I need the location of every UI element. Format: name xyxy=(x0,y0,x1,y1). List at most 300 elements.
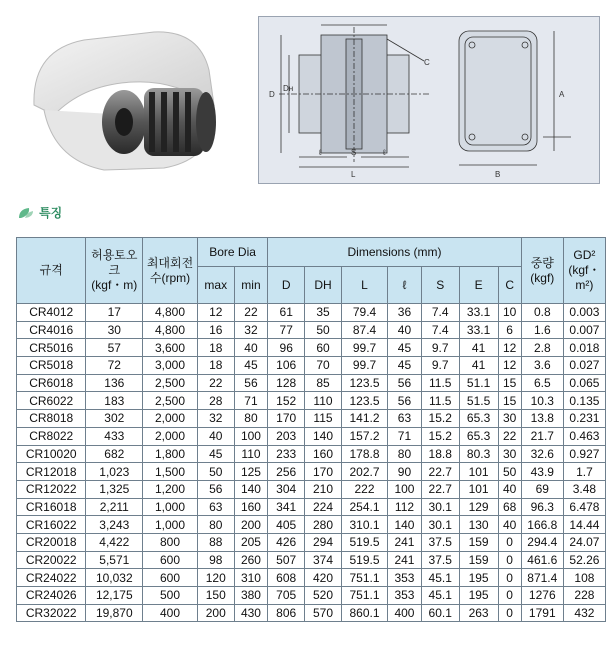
col-header-c: C xyxy=(498,267,521,304)
table-cell: 41 xyxy=(459,357,498,375)
table-cell: 374 xyxy=(305,551,342,569)
table-cell: 71 xyxy=(234,392,268,410)
table-cell: 3,243 xyxy=(86,516,143,534)
table-cell: 10.3 xyxy=(521,392,563,410)
table-cell: 6.5 xyxy=(521,374,563,392)
table-row xyxy=(17,480,606,498)
table-cell: 60.1 xyxy=(421,604,459,622)
table-cell: 520 xyxy=(305,587,342,605)
table-cell: 65.3 xyxy=(459,410,498,428)
dim-label-ell-right: ℓ xyxy=(383,148,386,157)
table-cell: 22.7 xyxy=(421,463,459,481)
table-cell: 11.5 xyxy=(421,392,459,410)
table-row xyxy=(17,604,606,622)
table-cell: 1,500 xyxy=(143,463,198,481)
col-header-model: 규격 xyxy=(17,238,86,304)
model-cell: CR20022 xyxy=(17,551,86,569)
table-cell: 101 xyxy=(459,463,498,481)
table-cell: 130 xyxy=(459,516,498,534)
table-cell: 112 xyxy=(388,498,422,516)
table-cell: 1,000 xyxy=(143,498,198,516)
dim-label-c: C xyxy=(424,58,430,67)
table-cell: 507 xyxy=(268,551,305,569)
table-cell: 50 xyxy=(498,463,521,481)
table-cell: 70 xyxy=(305,357,342,375)
table-cell: 400 xyxy=(388,604,422,622)
table-cell: 2,211 xyxy=(86,498,143,516)
table-cell: 302 xyxy=(86,410,143,428)
table-cell: 0.135 xyxy=(563,392,605,410)
table-cell: 353 xyxy=(388,587,422,605)
table-cell: 751.1 xyxy=(341,587,387,605)
table-cell: 160 xyxy=(305,445,342,463)
table-cell: 98 xyxy=(197,551,234,569)
table-cell: 241 xyxy=(388,551,422,569)
table-cell: 108 xyxy=(563,569,605,587)
table-cell: 222 xyxy=(341,480,387,498)
table-cell: 3.48 xyxy=(563,480,605,498)
table-cell: 260 xyxy=(234,551,268,569)
table-cell: 0.003 xyxy=(563,304,605,322)
col-header-bore-min: min xyxy=(234,267,268,304)
col-header-bore-max: max xyxy=(197,267,234,304)
table-cell: 45 xyxy=(388,339,422,357)
table-cell: 32.6 xyxy=(521,445,563,463)
table-cell: 341 xyxy=(268,498,305,516)
table-cell: 87.4 xyxy=(341,321,387,339)
table-cell: 0 xyxy=(498,569,521,587)
table-cell: 77 xyxy=(268,321,305,339)
table-cell: 12 xyxy=(498,339,521,357)
model-cell: CR32022 xyxy=(17,604,86,622)
table-row xyxy=(17,304,606,322)
table-cell: 7.4 xyxy=(421,321,459,339)
table-row xyxy=(17,516,606,534)
model-cell: CR4016 xyxy=(17,321,86,339)
table-row xyxy=(17,392,606,410)
table-cell: 140 xyxy=(234,480,268,498)
table-row xyxy=(17,374,606,392)
table-cell: 157.2 xyxy=(341,427,387,445)
table-cell: 400 xyxy=(143,604,198,622)
table-cell: 682 xyxy=(86,445,143,463)
table-cell: 310.1 xyxy=(341,516,387,534)
table-cell: 294.4 xyxy=(521,533,563,551)
model-cell: CR8018 xyxy=(17,410,86,428)
table-cell: 40 xyxy=(498,480,521,498)
table-cell: 1,000 xyxy=(143,516,198,534)
spec-table xyxy=(16,237,606,622)
table-cell: 18 xyxy=(197,357,234,375)
table-cell: 159 xyxy=(459,551,498,569)
table-cell: 0.927 xyxy=(563,445,605,463)
table-cell: 37.5 xyxy=(421,533,459,551)
table-cell: 80 xyxy=(197,516,234,534)
table-cell: 28 xyxy=(197,392,234,410)
table-cell: 228 xyxy=(563,587,605,605)
col-header-speed: 최대회전 수(rpm) xyxy=(143,238,198,304)
table-cell: 3,600 xyxy=(143,339,198,357)
dim-label-s: S xyxy=(351,148,357,157)
table-cell: 99.7 xyxy=(341,357,387,375)
table-cell: 69 xyxy=(521,480,563,498)
table-cell: 123.5 xyxy=(341,374,387,392)
table-cell: 125 xyxy=(234,463,268,481)
table-cell: 430 xyxy=(234,604,268,622)
table-cell: 140 xyxy=(388,516,422,534)
table-cell: 33.1 xyxy=(459,321,498,339)
table-cell: 16 xyxy=(197,321,234,339)
table-cell: 380 xyxy=(234,587,268,605)
table-cell: 294 xyxy=(305,533,342,551)
table-cell: 461.6 xyxy=(521,551,563,569)
table-cell: 30.1 xyxy=(421,516,459,534)
table-cell: 68 xyxy=(498,498,521,516)
table-row xyxy=(17,321,606,339)
table-cell: 45.1 xyxy=(421,587,459,605)
table-cell: 1791 xyxy=(521,604,563,622)
dim-label-d: D xyxy=(269,90,275,99)
table-cell: 432 xyxy=(563,604,605,622)
table-cell: 33.1 xyxy=(459,304,498,322)
table-cell: 210 xyxy=(305,480,342,498)
table-cell: 17 xyxy=(86,304,143,322)
table-cell: 128 xyxy=(268,374,305,392)
col-header-d: D xyxy=(268,267,305,304)
table-cell: 45 xyxy=(388,357,422,375)
model-cell: CR12018 xyxy=(17,463,86,481)
table-cell: 51.1 xyxy=(459,374,498,392)
col-header-torque: 허용토오 크 (kgf・m) xyxy=(86,238,143,304)
table-cell: 4,422 xyxy=(86,533,143,551)
table-row xyxy=(17,587,606,605)
table-cell: 0.018 xyxy=(563,339,605,357)
model-cell: CR4012 xyxy=(17,304,86,322)
table-row xyxy=(17,463,606,481)
table-cell: 705 xyxy=(268,587,305,605)
model-cell: CR12022 xyxy=(17,480,86,498)
table-cell: 115 xyxy=(305,410,342,428)
table-cell: 1,325 xyxy=(86,480,143,498)
dim-label-ell-left: ℓ xyxy=(319,148,322,157)
table-row xyxy=(17,551,606,569)
col-header-ell: ℓ xyxy=(388,267,422,304)
table-cell: 30 xyxy=(498,410,521,428)
table-cell: 12 xyxy=(197,304,234,322)
technical-drawing xyxy=(258,16,600,184)
table-cell: 110 xyxy=(305,392,342,410)
table-cell: 99.7 xyxy=(341,339,387,357)
table-cell: 405 xyxy=(268,516,305,534)
table-cell: 63 xyxy=(197,498,234,516)
table-cell: 1276 xyxy=(521,587,563,605)
section-heading xyxy=(17,204,62,221)
table-cell: 170 xyxy=(268,410,305,428)
table-cell: 79.4 xyxy=(341,304,387,322)
table-cell: 170 xyxy=(305,463,342,481)
table-cell: 56 xyxy=(388,374,422,392)
model-cell: CR16018 xyxy=(17,498,86,516)
table-cell: 6 xyxy=(498,321,521,339)
table-cell: 61 xyxy=(268,304,305,322)
table-cell: 2,500 xyxy=(143,374,198,392)
table-cell: 80 xyxy=(388,445,422,463)
table-cell: 18.8 xyxy=(421,445,459,463)
table-cell: 152 xyxy=(268,392,305,410)
table-cell: 22 xyxy=(234,304,268,322)
product-photo xyxy=(14,10,240,180)
table-cell: 0 xyxy=(498,533,521,551)
table-cell: 56 xyxy=(197,480,234,498)
table-cell: 35 xyxy=(305,304,342,322)
table-cell: 52.26 xyxy=(563,551,605,569)
table-cell: 120 xyxy=(197,569,234,587)
table-row xyxy=(17,357,606,375)
table-cell: 85 xyxy=(305,374,342,392)
table-cell: 800 xyxy=(143,533,198,551)
table-cell: 1.6 xyxy=(521,321,563,339)
table-cell: 36 xyxy=(388,304,422,322)
table-cell: 100 xyxy=(388,480,422,498)
table-cell: 519.5 xyxy=(341,533,387,551)
table-cell: 45 xyxy=(234,357,268,375)
table-cell: 310 xyxy=(234,569,268,587)
col-header-dh: DH xyxy=(305,267,342,304)
table-cell: 21.7 xyxy=(521,427,563,445)
table-cell: 3.6 xyxy=(521,357,563,375)
table-cell: 50 xyxy=(305,321,342,339)
table-cell: 140 xyxy=(305,427,342,445)
table-cell: 0.463 xyxy=(563,427,605,445)
model-cell: CR16022 xyxy=(17,516,86,534)
table-cell: 14.44 xyxy=(563,516,605,534)
table-cell: 45.1 xyxy=(421,569,459,587)
table-cell: 224 xyxy=(305,498,342,516)
table-cell: 40 xyxy=(388,321,422,339)
table-cell: 56 xyxy=(234,374,268,392)
table-cell: 80.3 xyxy=(459,445,498,463)
table-cell: 195 xyxy=(459,587,498,605)
table-cell: 30 xyxy=(86,321,143,339)
table-cell: 10 xyxy=(498,304,521,322)
table-cell: 18 xyxy=(197,339,234,357)
table-cell: 200 xyxy=(234,516,268,534)
table-cell: 41 xyxy=(459,339,498,357)
table-cell: 263 xyxy=(459,604,498,622)
table-cell: 1.7 xyxy=(563,463,605,481)
table-cell: 141.2 xyxy=(341,410,387,428)
table-cell: 5,571 xyxy=(86,551,143,569)
table-cell: 200 xyxy=(197,604,234,622)
spec-table-body xyxy=(17,304,606,622)
table-cell: 9.7 xyxy=(421,357,459,375)
model-cell: CR24022 xyxy=(17,569,86,587)
table-cell: 71 xyxy=(388,427,422,445)
table-cell: 178.8 xyxy=(341,445,387,463)
table-cell: 56 xyxy=(388,392,422,410)
table-cell: 32 xyxy=(197,410,234,428)
table-cell: 600 xyxy=(143,569,198,587)
table-cell: 203 xyxy=(268,427,305,445)
table-cell: 15 xyxy=(498,374,521,392)
header-row-1 xyxy=(17,238,606,267)
table-cell: 88 xyxy=(197,533,234,551)
model-cell: CR5018 xyxy=(17,357,86,375)
model-cell: CR24026 xyxy=(17,587,86,605)
table-row xyxy=(17,339,606,357)
table-cell: 183 xyxy=(86,392,143,410)
dim-label-dh: Dʜ xyxy=(283,84,294,93)
table-cell: 45 xyxy=(197,445,234,463)
table-cell: 30 xyxy=(498,445,521,463)
section-title: 특징 xyxy=(39,206,63,220)
dim-label-b: B xyxy=(495,170,501,179)
table-cell: 0.8 xyxy=(521,304,563,322)
table-cell: 72 xyxy=(86,357,143,375)
table-cell: 1,800 xyxy=(143,445,198,463)
table-cell: 353 xyxy=(388,569,422,587)
table-cell: 19,870 xyxy=(86,604,143,622)
table-cell: 256 xyxy=(268,463,305,481)
table-cell: 106 xyxy=(268,357,305,375)
table-cell: 90 xyxy=(388,463,422,481)
table-cell: 150 xyxy=(197,587,234,605)
leaf-icon xyxy=(17,206,35,220)
table-cell: 2,000 xyxy=(143,410,198,428)
table-cell: 0.065 xyxy=(563,374,605,392)
table-cell: 608 xyxy=(268,569,305,587)
table-cell: 22 xyxy=(498,427,521,445)
table-cell: 100 xyxy=(234,427,268,445)
table-cell: 519.5 xyxy=(341,551,387,569)
table-cell: 12 xyxy=(498,357,521,375)
table-cell: 0.231 xyxy=(563,410,605,428)
table-cell: 51.5 xyxy=(459,392,498,410)
table-cell: 600 xyxy=(143,551,198,569)
table-cell: 159 xyxy=(459,533,498,551)
table-cell: 6.478 xyxy=(563,498,605,516)
table-row xyxy=(17,427,606,445)
table-cell: 22.7 xyxy=(421,480,459,498)
table-cell: 65.3 xyxy=(459,427,498,445)
table-cell: 426 xyxy=(268,533,305,551)
table-cell: 43.9 xyxy=(521,463,563,481)
table-cell: 205 xyxy=(234,533,268,551)
table-cell: 420 xyxy=(305,569,342,587)
table-cell: 233 xyxy=(268,445,305,463)
table-cell: 22 xyxy=(197,374,234,392)
table-cell: 32 xyxy=(234,321,268,339)
table-cell: 11.5 xyxy=(421,374,459,392)
table-cell: 0 xyxy=(498,587,521,605)
dim-label-a: A xyxy=(559,90,565,99)
table-cell: 0.007 xyxy=(563,321,605,339)
table-cell: 80 xyxy=(234,410,268,428)
table-cell: 751.1 xyxy=(341,569,387,587)
table-cell: 123.5 xyxy=(341,392,387,410)
col-header-dimensions: Dimensions (mm) xyxy=(268,238,521,267)
table-cell: 15.2 xyxy=(421,410,459,428)
table-cell: 101 xyxy=(459,480,498,498)
table-cell: 24.07 xyxy=(563,533,605,551)
table-cell: 202.7 xyxy=(341,463,387,481)
table-cell: 60 xyxy=(305,339,342,357)
table-cell: 0 xyxy=(498,551,521,569)
table-row xyxy=(17,569,606,587)
table-cell: 0 xyxy=(498,604,521,622)
table-cell: 63 xyxy=(388,410,422,428)
table-cell: 3,000 xyxy=(143,357,198,375)
table-cell: 40 xyxy=(197,427,234,445)
table-row xyxy=(17,533,606,551)
table-cell: 433 xyxy=(86,427,143,445)
col-header-l: L xyxy=(341,267,387,304)
table-cell: 2,000 xyxy=(143,427,198,445)
table-cell: 10,032 xyxy=(86,569,143,587)
table-cell: 96.3 xyxy=(521,498,563,516)
table-row xyxy=(17,410,606,428)
table-cell: 4,800 xyxy=(143,304,198,322)
model-cell: CR8022 xyxy=(17,427,86,445)
table-cell: 1,023 xyxy=(86,463,143,481)
table-cell: 57 xyxy=(86,339,143,357)
table-cell: 15 xyxy=(498,392,521,410)
col-header-weight: 중량 (kgf) xyxy=(521,238,563,304)
table-cell: 96 xyxy=(268,339,305,357)
table-cell: 241 xyxy=(388,533,422,551)
table-cell: 129 xyxy=(459,498,498,516)
dim-label-l: L xyxy=(351,170,356,179)
table-cell: 13.8 xyxy=(521,410,563,428)
table-row xyxy=(17,445,606,463)
table-cell: 2,500 xyxy=(143,392,198,410)
table-cell: 40 xyxy=(498,516,521,534)
table-cell: 110 xyxy=(234,445,268,463)
table-cell: 166.8 xyxy=(521,516,563,534)
table-cell: 871.4 xyxy=(521,569,563,587)
table-row xyxy=(17,498,606,516)
table-cell: 15.2 xyxy=(421,427,459,445)
model-cell: CR6018 xyxy=(17,374,86,392)
table-cell: 280 xyxy=(305,516,342,534)
table-cell: 195 xyxy=(459,569,498,587)
table-cell: 806 xyxy=(268,604,305,622)
col-header-gd2: GD² (kgf・ m²) xyxy=(563,238,605,304)
table-cell: 9.7 xyxy=(421,339,459,357)
table-cell: 37.5 xyxy=(421,551,459,569)
model-cell: CR6022 xyxy=(17,392,86,410)
table-cell: 40 xyxy=(234,339,268,357)
table-cell: 2.8 xyxy=(521,339,563,357)
model-cell: CR5016 xyxy=(17,339,86,357)
table-cell: 30.1 xyxy=(421,498,459,516)
table-cell: 254.1 xyxy=(341,498,387,516)
table-cell: 0.027 xyxy=(563,357,605,375)
table-cell: 860.1 xyxy=(341,604,387,622)
table-cell: 500 xyxy=(143,587,198,605)
col-header-e: E xyxy=(459,267,498,304)
table-cell: 7.4 xyxy=(421,304,459,322)
model-cell: CR10020 xyxy=(17,445,86,463)
table-cell: 1,200 xyxy=(143,480,198,498)
table-cell: 50 xyxy=(197,463,234,481)
col-header-bore: Bore Dia xyxy=(197,238,267,267)
table-cell: 160 xyxy=(234,498,268,516)
table-cell: 304 xyxy=(268,480,305,498)
model-cell: CR20018 xyxy=(17,533,86,551)
table-cell: 4,800 xyxy=(143,321,198,339)
col-header-s: S xyxy=(421,267,459,304)
